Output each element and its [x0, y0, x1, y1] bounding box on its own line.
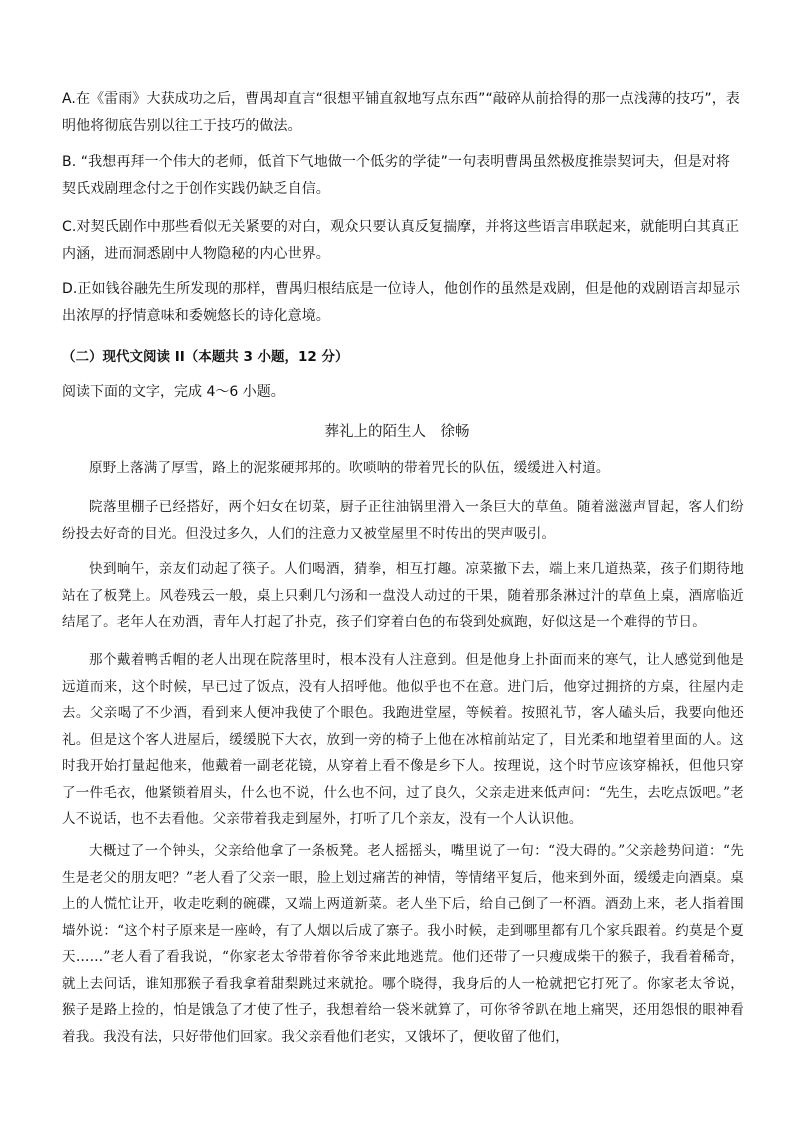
story-paragraph: 原野上落满了厚雪，路上的泥浆硬邦邦的。吹唢呐的带着咒长的队伍，缓缓进入村道。 [89, 460, 610, 476]
story-paragraph: 那个戴着鸭舌帽的老人出现在院落里时，根本没有人注意到。但是他身上扑面而来的寒气，让人感觉到他是远道而来，这个时候，早已过了饭点，没有人招呼他。他似乎也不在意。进门后，他穿过拥挤的方桌，往屋内走去。父亲喝了不少酒，看到来人便冲我使了个眼色。我跑进堂屋，等候着。按照礼节，客人磕头后，我要向他还礼。但是这个客人进屋后，缓缓脱下大衣，放到一旁的椅子上他在冰棺前站定了，目光柔和地望着里面的人。这时我开始打量起他来，他戴着一副老花镜，从穿着上看不像是乡下人。按理说，这个时节应该穿棉袄，但他只穿了一件毛衣，他紧锁着眉头，什么也不说，什么也不问，过了良久，父亲走进来低声问：“先生，去吃点饭吧。”老人不说话，也不去看他。父亲带着我走到屋外，打听了几个亲友，没有一个人认识他。 [62, 652, 744, 827]
story-paragraph: 院落里棚子已经搭好，两个妇女在切菜，厨子正往油锅里滑入一条巨大的草鱼。随着滋滋声冒起，客人们纷纷投去好奇的目光。但没过多久，人们的注意力又被堂屋里不时传出的哭声吸引。 [62, 499, 744, 542]
story-paragraph: 大概过了一个钟头，父亲给他拿了一条板凳。老人摇摇头，嘴里说了一句：“没大碍的。”父亲趁势问道：“先生是老父的朋友吧？”老人看了父亲一眼，脸上划过痛苦的神情，等情绪平复后，他来到外面，缓缓走向酒桌。桌上的人慌忙让开，收走吃剩的碗碟，又端上两道新菜。老人坐下后，给自己倒了一杯酒。酒劲上来，老人指着围墙外说：“这个村子原来是一座岭，有了人烟以后成了寨子。我小时候，走到哪里都有几个家兵跟着。约莫是个夏天……”老人看了看我说，“你家老太爷带着你爷爷来此地逃荒。他们还带了一只瘦成柴干的猴子，我看着稀奇，就上去问话，谁知那猴子看我拿着甜梨跳过来就抢。哪个晓得，我身后的人一枪就把它打死了。你家老太爷说，猴子是路上捡的，怕是饿急了才使了性子，我想着给一袋米就算了，可你爷爷趴在地上痛哭，还用怨恨的眼神看着我。我没有法，只好带他们回家。我父亲看他们老实，又饿坏了，便收留了他们， [62, 843, 744, 1045]
reading-instruction: 阅读下面的文字，完成 4～6 小题。 [62, 384, 285, 400]
story-title: 葬礼上的陌生人 徐畅 [324, 424, 470, 440]
option-b: B. “我想再拜一个伟大的老师，低首下气地做一个低劣的学徒”一句表明曹禺虽然极度推崇契诃夫，但是对将契氏戏剧理念付之于创作实践仍缺乏自信。 [62, 154, 731, 197]
story-paragraph: 快到晌午，亲友们动起了筷子。人们喝酒，猜拳，相互打趣。凉菜撤下去，端上来几道热菜，孩子们期待地站在了板凳上。风卷残云一般，桌上只剩几勺汤和一盘没人动过的干果，随着那条淋过汁的草鱼上桌，酒席临近结尾了。老年人在劝酒，青年人打起了扑克，孩子们穿着白色的布袋到处疯跑，好似这是一个难得的节日。 [62, 561, 744, 630]
option-c: C.对契氏剧作中那些看似无关紧要的对白，观众只要认真反复揣摩，并将这些语言串联起来，就能明白其真正内涵，进而洞悉剧中人物隐秘的内心世界。 [62, 219, 740, 262]
option-a: A.在《雷雨》大获成功之后，曹禺却直言“很想平铺直叙地写点东西”“敲碎从前拾得的那一点浅薄的技巧”，表明他将彻底告别以往工于技巧的做法。 [62, 91, 740, 134]
option-d: D.正如钱谷融先生所发现的那样，曹禺归根结底是一位诗人，他创作的虽然是戏剧，但是他的戏剧语言却显示出浓厚的抒情意味和委婉悠长的诗化意境。 [62, 281, 741, 324]
section-heading: （二）现代文阅读 II（本题共 3 小题，12 分） [62, 349, 349, 365]
